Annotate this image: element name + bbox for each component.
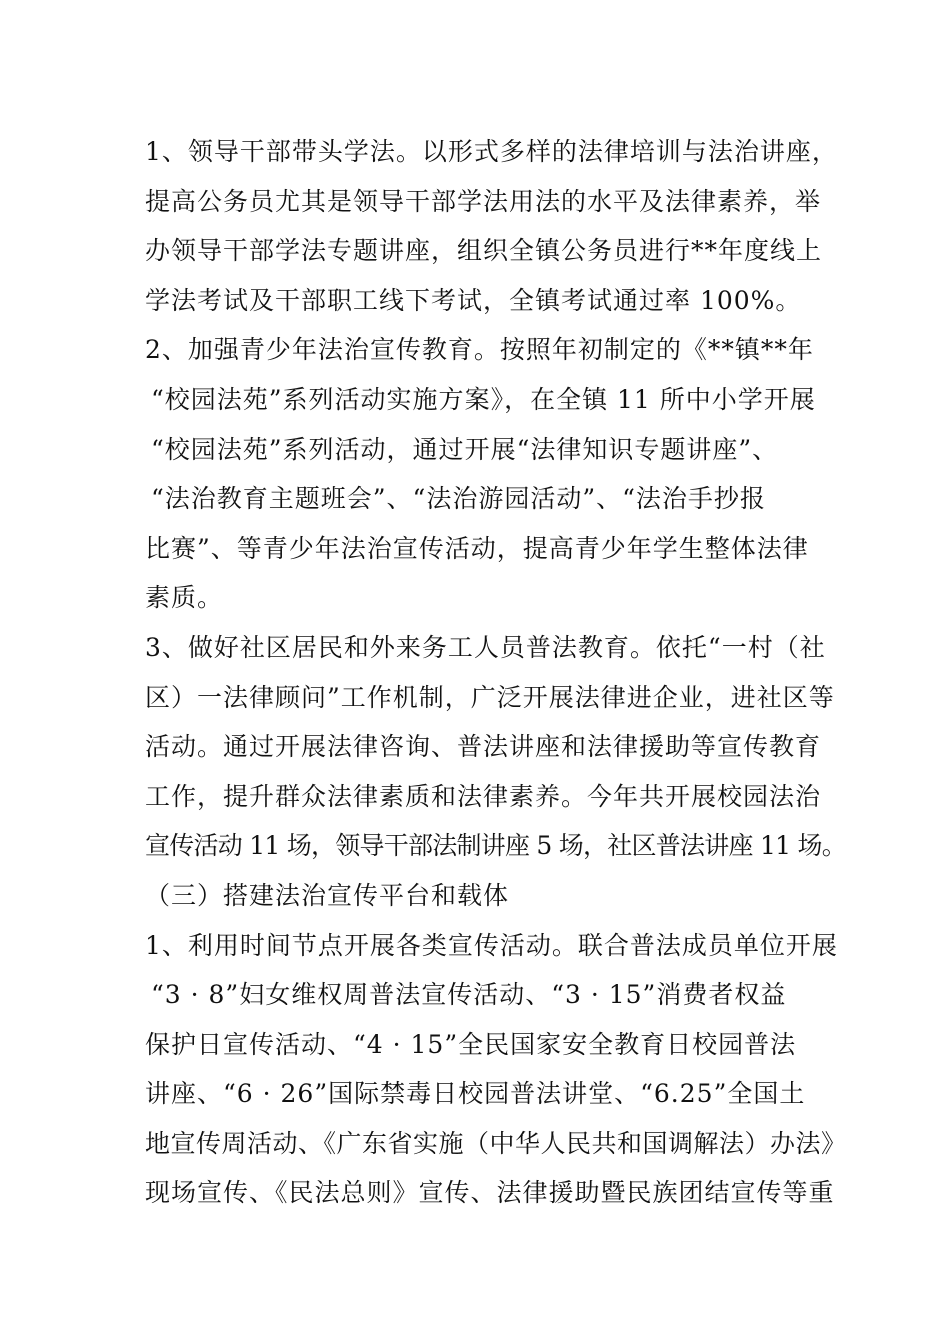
text-line: 1、领导干部带头学法。以形式多样的法律培训与法治讲座，: [145, 137, 838, 166]
text-line: 工作，提升群众法律素质和法律素养。今年共开展校园法治: [145, 781, 822, 811]
text-line: 素质。: [145, 583, 224, 613]
text-line: 区）一法律顾问”工作机制，广泛开展法律进企业，进社区等: [145, 682, 835, 712]
text-line: 保护日宣传活动、“4 · 15”全民国家安全教育日校园普法: [145, 1029, 797, 1059]
text-line: “法治教育主题班会”、“法治游园活动”、“法治手抄报: [151, 484, 766, 514]
text-line: “校园法苑”系列活动，通过开展“法律知识专题讲座”、: [151, 434, 779, 464]
text-line: 地宣传周活动、《广东省实施（中华人民共和国调解法）办法》: [145, 1128, 847, 1158]
text-line: 学法考试及干部职工线下考试，全镇考试通过率 100%。: [145, 285, 802, 315]
text-line: 现场宣传、《民法总则》宣传、法律援助暨民族团结宣传等重: [145, 1178, 835, 1208]
text-line: 比赛”、等青少年法治宣传活动，提高青少年学生整体法律: [145, 533, 809, 563]
text-line: 宣传活动 11 场，领导干部法制讲座 5 场，社区普法讲座 11 场。: [145, 831, 846, 861]
text-line: 讲座、“6 · 26”国际禁毒日校园普法讲堂、“6.25”全国土: [145, 1079, 806, 1109]
text-line: 1、利用时间节点开展各类宣传活动。联合普法成员单位开展: [145, 930, 838, 960]
text-line: 3、做好社区居民和外来务工人员普法教育。依托“一村（社: [145, 632, 826, 662]
document-body: [145, 127, 845, 1218]
text-line: 2、加强青少年法治宣传教育。按照年初制定的《**镇**年: [145, 335, 814, 365]
text-line: “3 · 8”妇女维权周普法宣传活动、“3 · 15”消费者权益: [151, 980, 787, 1010]
text-line: “校园法苑”系列活动实施方案》，在全镇 11 所中小学开展: [151, 384, 816, 414]
text-line: 提高公务员尤其是领导干部学法用法的水平及法律素养，举: [145, 186, 822, 216]
text-line: 办领导干部学法专题讲座，组织全镇公务员进行**年度线上: [145, 236, 823, 266]
section-heading: （三）搭建法治宣传平台和载体: [145, 880, 510, 910]
text-line: 活动。通过开展法律咨询、普法讲座和法律援助等宣传教育: [145, 732, 822, 762]
